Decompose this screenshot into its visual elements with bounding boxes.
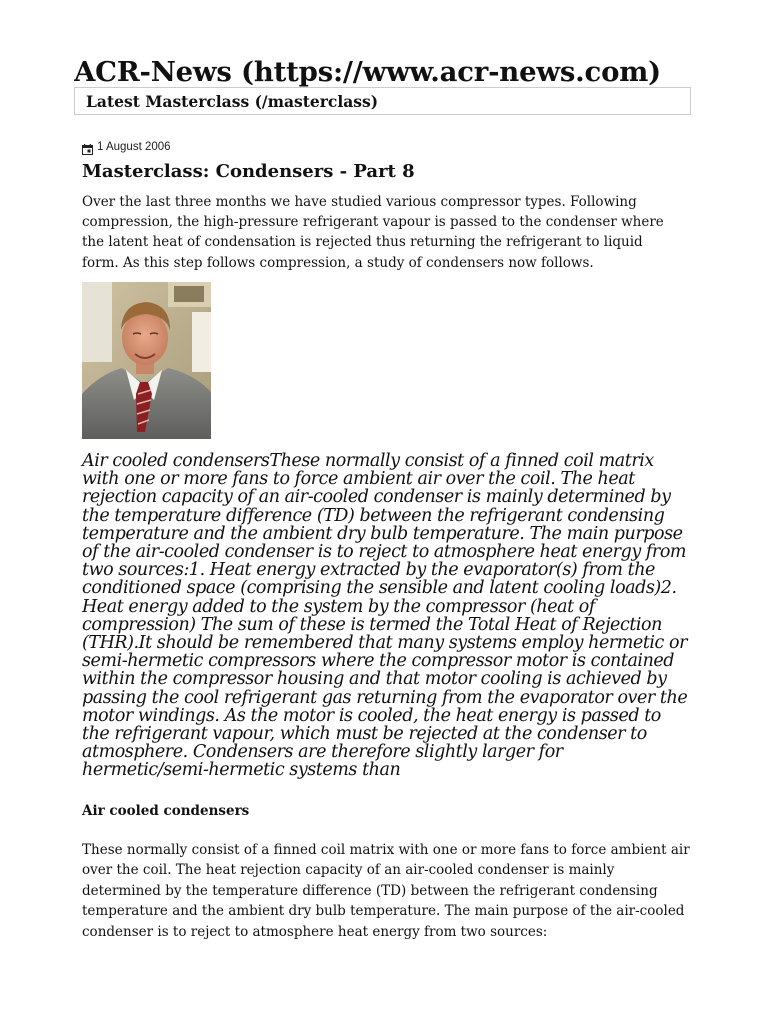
masterclass-nav: [74, 87, 691, 115]
author-photo: [82, 282, 211, 439]
body-paragraph: These normally consist of a finned coil matrix with one or more fans to force ambient air over the coil. The heat rejection capacity of an air-cooled condenser is mainly determined by the temperature difference (TD) between the refrigerant condensing temperature and the ambient dry bulb temperature. The main purpose of the air-cooled condenser is to reject to atmosphere heat energy from two sources:: [82, 842, 690, 940]
section-heading: Air cooled condensers: [82, 803, 250, 819]
article-intro: Over the last three months we have studied various compressor types. Following compression, the high-pressure refrigerant vapour is passed to the condenser where the latent heat of condensation is rejected thus returning the refrigerant to liquid form. As this step follows compression, a study of condensers now follows.: [82, 194, 664, 271]
article-date: [82, 139, 171, 155]
date-text: 1 August 2006: [97, 141, 171, 153]
site-title[interactable]: ACR-News (https://www.acr-news.com): [74, 56, 661, 88]
calendar-icon: [82, 140, 93, 151]
latest-masterclass-link[interactable]: Latest Masterclass (/masterclass): [86, 92, 379, 111]
article-title: Masterclass: Condensers - Part 8: [82, 161, 415, 182]
article-lead: Air cooled condensersThese normally consist of a finned coil matrix with one or more fans to force ambient air over the coil. The heat rejection capacity of an air-cooled condenser is mainly determined by the temperature difference (TD) between the refrigerant condensing temperature and the ambient dry bulb temperature. The main purpose of the air-cooled condenser is to reject to atmosphere heat energy from two sources:1. Heat energy extracted by the evaporator(s) from the conditioned space (comprising the sensible and latent cooling loads)2. Heat energy added to the system by the compressor (heat of compression) The sum of these is termed the Total Heat of Rejection (THR).It should be remembered that many systems employ hermetic or semi-hermetic compressors where the compressor motor is contained within the compressor housing and that motor cooling is achieved by passing the cool refrigerant gas returning from the evaporator over the motor windings. As the motor is cooled, the heat energy is passed to the refrigerant vapour, which must be rejected at the condenser to atmosphere. Condensers are therefore slightly larger for hermetic/semi-hermetic systems than: [82, 451, 688, 781]
